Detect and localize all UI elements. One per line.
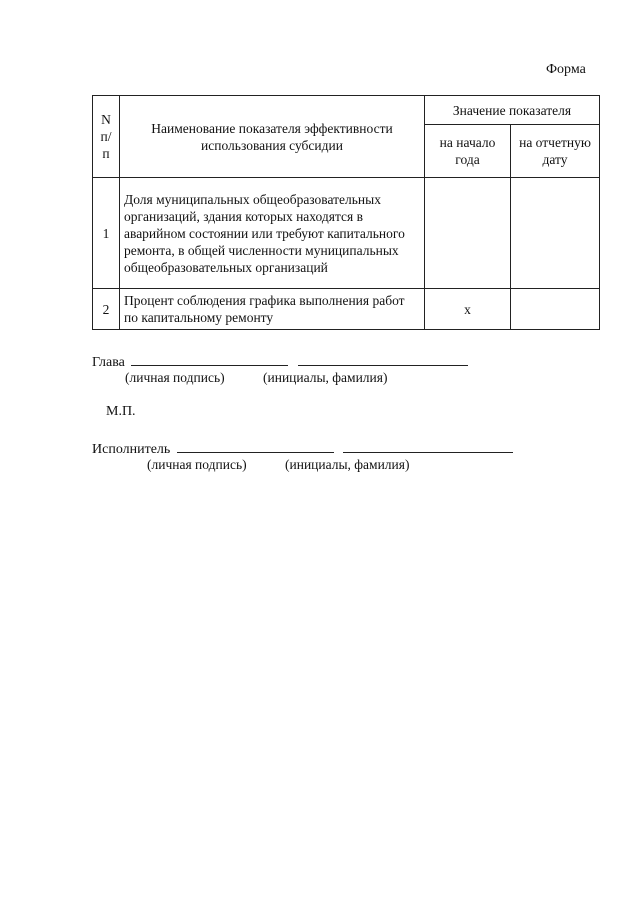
executor-signature-blank [177,439,334,453]
row-indicator-name: Доля муниципальных общеобразовательных организаций, здания которых находятся в аварийном состоянии или требуют капитального ремонта, в общей численности муниципальных общеобразовательных организаций [120,178,425,289]
row-start-value: x [425,289,511,330]
head-caption-name: (инициалы, фамилия) [263,370,388,385]
row-report-value [511,289,600,330]
table-row [93,178,600,289]
head-label: Глава [92,355,125,370]
executor-name-blank [343,439,513,453]
row-start-value [425,178,511,289]
head-name-blank [298,352,468,366]
row-report-value [511,178,600,289]
form-label: Форма [546,62,586,77]
executor-caption-name: (инициалы, фамилия) [285,457,410,472]
row-number: 1 [93,178,120,289]
executor-signature-line [92,439,513,458]
indicators-table [92,95,600,330]
executor-label: Исполнитель [92,442,171,457]
header-indicator-name: Наименование показателя эффективности использования субсидии [120,96,425,178]
header-indicator-value: Значение показателя [425,96,600,125]
header-start-of-year: на начало года [425,125,511,178]
head-caption-signature: (личная подпись) [125,370,225,385]
header-number: N п/п [93,96,120,178]
header-reporting-date: на отчетную дату [511,125,600,178]
table-row [93,289,600,330]
stamp-place: М.П. [106,404,136,419]
row-indicator-name: Процент соблюдения графика выполнения работ по капитальному ремонту [120,289,425,330]
head-signature-blank [131,352,288,366]
head-signature-line [92,352,468,371]
executor-caption-signature: (личная подпись) [147,457,247,472]
row-number: 2 [93,289,120,330]
